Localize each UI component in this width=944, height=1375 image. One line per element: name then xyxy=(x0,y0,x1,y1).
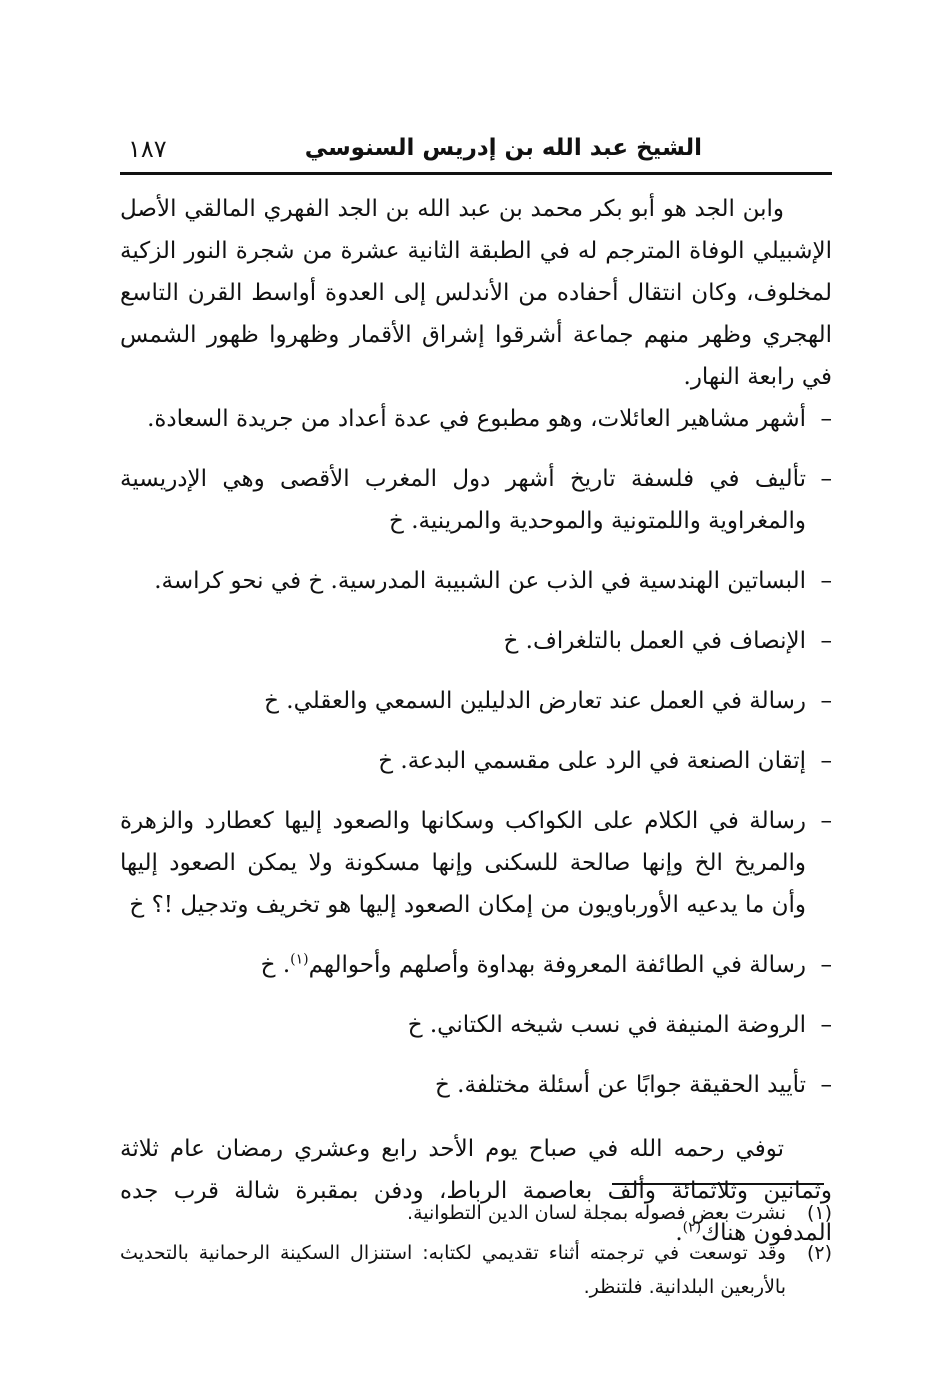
footnote-ref-1: (١) xyxy=(290,951,309,968)
header-divider xyxy=(120,172,832,175)
main-text xyxy=(120,188,832,1254)
work-item: – الروضة المنيفة في نسب شيخه الكتاني. خ xyxy=(120,1004,832,1046)
work-item-with-footnote xyxy=(120,944,832,986)
work-item: – إتقان الصنعة في الرد على مقسمي البدعة. خ xyxy=(120,740,832,782)
footnote-number: (٢) xyxy=(806,1242,832,1264)
footnote-1 xyxy=(120,1196,832,1230)
footnote-divider xyxy=(612,1183,824,1185)
footnote-2 xyxy=(120,1236,832,1304)
work-item: – أشهر مشاهير العائلات، وهو مطبوع في عدة أعداد من جريدة السعادة. xyxy=(120,398,832,440)
death-text: توفي رحمه الله في صباح يوم الأحد رابع وعشري رمضان عام ثلاثة وثمانين وثلاثمائة وألف بعاصمة الرباط، ودفن بمقبرة شالة قرب جده المدفون هناك xyxy=(120,1136,832,1246)
footnote-text: وقد توسعت في ترجمته أثناء تقديمي لكتابه: استنزال السكينة الرحمانية بالتحديث بالأربعين البلدانية. فلتنظر. xyxy=(120,1242,786,1298)
page-number: ١٨٧ xyxy=(128,135,167,163)
work-item: – رسالة في العمل عند تعارض الدليلين السمعي والعقلي. خ xyxy=(120,680,832,722)
works-list xyxy=(120,398,832,1106)
intro-paragraph: وابن الجد هو أبو بكر محمد بن عبد الله بن الجد الفهري المالقي الأصل الإشبيلي الوفاة المترجم له في الطبقة الثانية عشرة من شجرة النور الزكية لمخلوف، وكان انتقال أحفاده من الأندلس إلى العدوة أواسط القرن التاسع الهجري وظهر منهم جماعة أشرقوا إشراق الأقمار وظهروا ظهور الشمس في رابعة النهار. xyxy=(120,196,832,390)
footnotes xyxy=(120,1196,832,1310)
footnote-text: نشرت بعض فصوله بمجلة لسان الدين التطوانية. xyxy=(407,1202,786,1224)
work-item: – الإنصاف في العمل بالتلغراف. خ xyxy=(120,620,832,662)
running-title: الشيخ عبد الله بن إدريس السنوسي xyxy=(304,135,702,161)
work-item: – رسالة في الكلام على الكواكب وسكانها والصعود إليها كعطارد والزهرة والمريخ الخ وإنها صالحة للسكنى وإنها مسكونة ولا يمكن الصعود إليها وأن ما يدعيه الأورباويون من إمكان الصعود إليها هو تخريف وتدجيل !؟ خ xyxy=(120,800,832,926)
footnote-number: (١) xyxy=(806,1202,832,1224)
work-item: – البساتين الهندسية في الذب عن الشبيبة المدرسية. خ في نحو كراسة. xyxy=(120,560,832,602)
work-item: – تأييد الحقيقة جوابًا عن أسئلة مختلفة. خ xyxy=(120,1064,832,1106)
work-item: – تأليف في فلسفة تاريخ أشهر دول المغرب الأقصى وهي الإدريسية والمغراوية واللمتونية والموحدية والمرينية. خ xyxy=(120,458,832,542)
death-text-end: . xyxy=(675,1220,683,1246)
page-header xyxy=(120,135,832,169)
footnote-ref-2: (٢) xyxy=(682,1219,702,1236)
work-text-end: . خ xyxy=(260,952,291,978)
work-text: رسالة في الطائفة المعروفة بهداوة وأصلهم وأحوالهم xyxy=(308,952,806,978)
